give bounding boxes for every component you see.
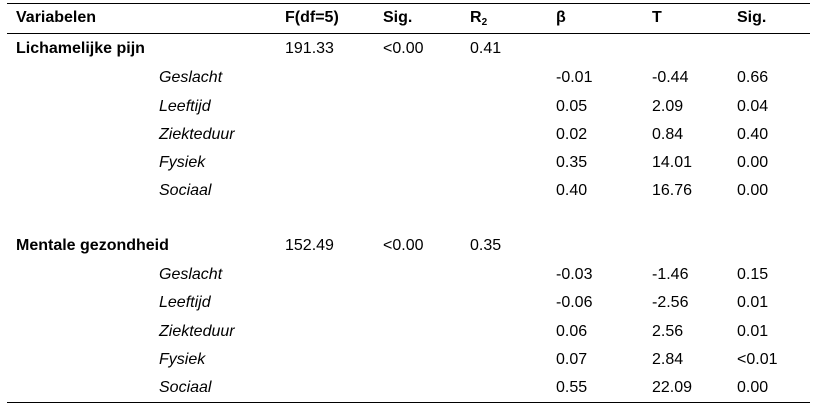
t-value: -0.44 bbox=[652, 69, 689, 86]
header-beta: β bbox=[556, 9, 566, 26]
beta-value: -0.06 bbox=[556, 294, 593, 311]
group-sig-value: <0.00 bbox=[383, 40, 424, 57]
t-value: 0.84 bbox=[652, 126, 684, 143]
beta-value: 0.40 bbox=[556, 182, 588, 199]
beta-value: 0.07 bbox=[556, 351, 588, 368]
group-label: Lichamelijke pijn bbox=[16, 40, 145, 57]
predictor-name: Fysiek bbox=[159, 154, 206, 171]
table-top-rule bbox=[7, 3, 810, 4]
sig-value: 0.00 bbox=[737, 154, 769, 171]
group-r2-value: 0.35 bbox=[470, 237, 502, 254]
beta-value: 0.06 bbox=[556, 323, 588, 340]
beta-value: -0.01 bbox=[556, 69, 593, 86]
t-value: 22.09 bbox=[652, 379, 693, 396]
beta-value: 0.55 bbox=[556, 379, 588, 396]
t-value: 2.56 bbox=[652, 323, 684, 340]
sig-value: 0.40 bbox=[737, 126, 769, 143]
header-t: T bbox=[652, 9, 662, 26]
predictor-name: Leeftijd bbox=[159, 294, 211, 311]
sig-value: 0.01 bbox=[737, 323, 769, 340]
header-r-squared bbox=[470, 8, 487, 28]
group-r2-value: 0.41 bbox=[470, 40, 502, 57]
predictor-name: Sociaal bbox=[159, 182, 212, 199]
group-sig-value: <0.00 bbox=[383, 237, 424, 254]
sig-value: 0.00 bbox=[737, 182, 769, 199]
table-header-rule bbox=[7, 33, 810, 34]
t-value: 16.76 bbox=[652, 182, 693, 199]
sig-value: 0.04 bbox=[737, 98, 769, 115]
header-variabelen: Variabelen bbox=[16, 9, 97, 26]
header-sig-predictor: Sig. bbox=[737, 9, 767, 26]
group-f-value: 152.49 bbox=[285, 237, 334, 254]
t-value: 14.01 bbox=[652, 154, 693, 171]
beta-value: -0.03 bbox=[556, 266, 593, 283]
header-r-letter: R bbox=[470, 9, 482, 26]
predictor-name: Sociaal bbox=[159, 379, 212, 396]
t-value: -2.56 bbox=[652, 294, 689, 311]
t-value: 2.84 bbox=[652, 351, 684, 368]
predictor-name: Ziekteduur bbox=[159, 323, 235, 340]
sig-value: 0.01 bbox=[737, 294, 769, 311]
header-f: F(df=5) bbox=[285, 9, 339, 26]
sig-value: 0.00 bbox=[737, 379, 769, 396]
beta-value: 0.05 bbox=[556, 98, 588, 115]
header-sig-model: Sig. bbox=[383, 9, 413, 26]
group-f-value: 191.33 bbox=[285, 40, 334, 57]
group-label: Mentale gezondheid bbox=[16, 237, 169, 254]
t-value: -1.46 bbox=[652, 266, 689, 283]
sig-value: <0.01 bbox=[737, 351, 778, 368]
beta-value: 0.02 bbox=[556, 126, 588, 143]
sig-value: 0.66 bbox=[737, 69, 769, 86]
table-bottom-rule bbox=[7, 402, 810, 403]
sig-value: 0.15 bbox=[737, 266, 769, 283]
predictor-name: Leeftijd bbox=[159, 98, 211, 115]
predictor-name: Geslacht bbox=[159, 266, 223, 283]
beta-value: 0.35 bbox=[556, 154, 588, 171]
predictor-name: Ziekteduur bbox=[159, 126, 235, 143]
t-value: 2.09 bbox=[652, 98, 684, 115]
predictor-name: Geslacht bbox=[159, 69, 223, 86]
predictor-name: Fysiek bbox=[159, 351, 206, 368]
header-r-subscript: 2 bbox=[481, 17, 488, 28]
